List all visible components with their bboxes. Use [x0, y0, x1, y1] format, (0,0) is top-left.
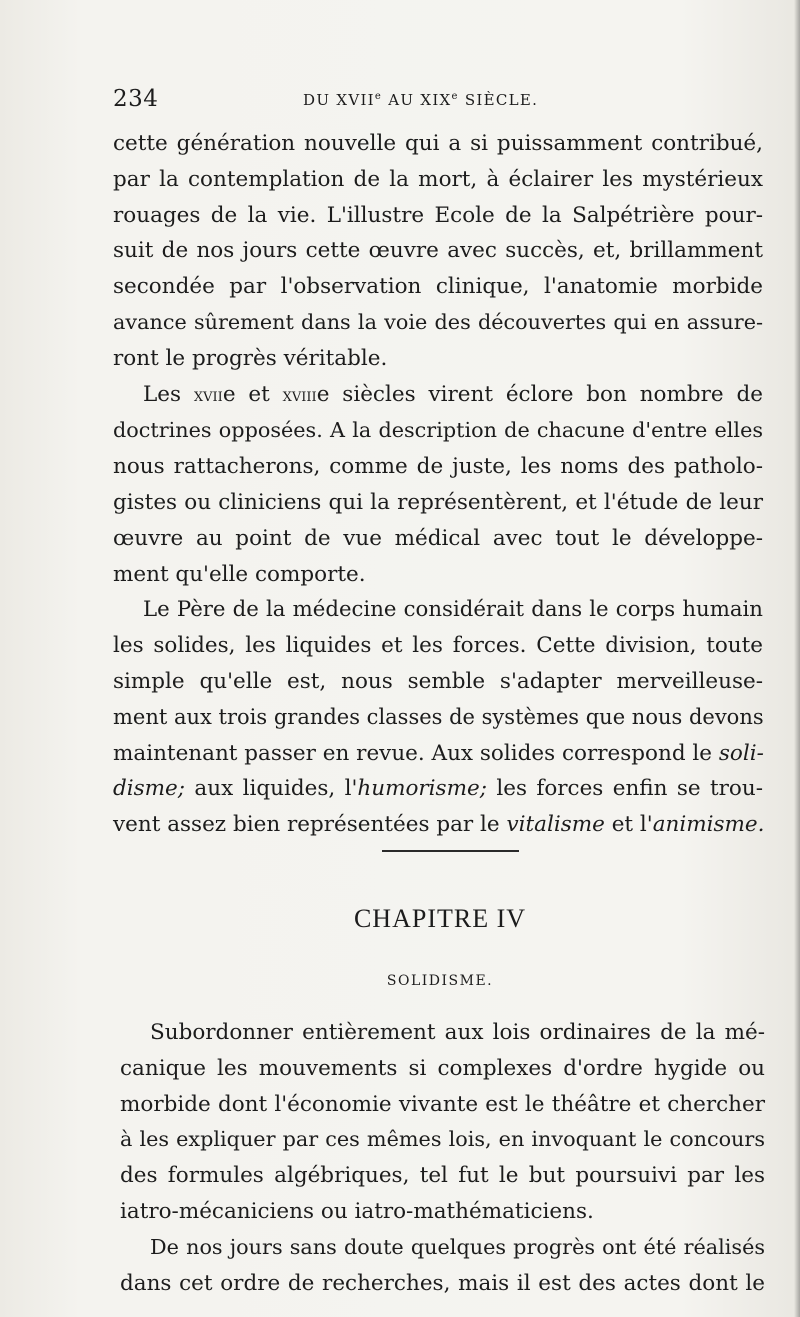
text-line: gistes ou cliniciens qui la représentèrent, et l'étude de leur: [113, 489, 763, 515]
text-line: les solides, les liquides et les forces. Cette division, toute: [113, 633, 763, 659]
text-line: morbide dont l'économie vivante est le théâtre et chercher: [120, 1091, 765, 1117]
text-line: secondée par l'observation clinique, l'anatomie morbide: [113, 274, 763, 300]
body-text-bottom: [120, 1015, 765, 1301]
text-line: iatro-mécaniciens ou iatro-mathématiciens.: [120, 1198, 594, 1224]
chapter-title: CHAPITRE IV: [353, 904, 527, 933]
text-line: rouages de la vie. L'illustre Ecole de la Salpétrière pour-: [113, 202, 763, 228]
section-divider: [382, 850, 519, 852]
text-line: par la contemplation de la mort, à éclairer les mystérieux: [113, 166, 763, 192]
chapter-subtitle: SOLIDISME.: [386, 973, 494, 989]
text-line: maintenant passer en revue. Aux solides correspond le soli-: [113, 740, 764, 766]
text-line: nous rattacherons, comme de juste, les noms des patholo-: [113, 454, 763, 480]
paragraph-5: [120, 1230, 765, 1302]
text-line: simple qu'elle est, nous semble s'adapter merveilleuse-: [113, 668, 763, 694]
text-line: De nos jours sans doute quelques progrès ont été réalisés: [150, 1234, 765, 1259]
text-line: suit de nos jours cette œuvre avec succès, et, brillamment: [113, 238, 763, 264]
text-line: Subordonner entièrement aux lois ordinaires de la mé-: [150, 1020, 765, 1045]
running-head: DU XVIIe AU XIXe SIÈCLE.: [303, 91, 539, 109]
text-line: avance sûrement dans la voie des découvertes qui en assure-: [113, 309, 763, 334]
body-text-top: [113, 126, 763, 843]
paragraph-1: [113, 126, 763, 377]
text-line: vent assez bien représentées par le vitalisme et l'animisme.: [113, 812, 765, 838]
paragraph-2: [113, 377, 763, 593]
text-line: œuvre au point de vue médical avec tout le développe-: [113, 525, 763, 551]
text-line: ment qu'elle comporte.: [113, 561, 366, 587]
text-line: canique les mouvements si complexes d'ordre hygide ou: [120, 1055, 765, 1081]
page-number: 234: [113, 86, 159, 112]
text-line: Le Père de la médecine considérait dans le corps humain: [143, 597, 763, 623]
text-line: ront le progrès véritable.: [113, 345, 388, 371]
page-header: [113, 86, 583, 116]
text-line: des formules algébriques, tel fut le but poursuivi par les: [120, 1163, 765, 1189]
paragraph-4: [120, 1015, 765, 1230]
text-line: Les xviie et xviiie siècles virent éclore bon nombre de: [143, 381, 763, 407]
text-line: cette génération nouvelle qui a si puissamment contribué,: [113, 131, 763, 156]
page-edge-shadow: [794, 0, 800, 1317]
text-line: ment aux trois grandes classes de systèmes que nous devons: [113, 704, 764, 729]
text-line: doctrines opposées. A la description de chacune d'entre elles: [113, 418, 763, 443]
text-line: disme; aux liquides, l'humorisme; les forces enfin se trou-: [113, 776, 763, 802]
paragraph-3: [113, 592, 763, 843]
text-line: à les expliquer par ces mêmes lois, en invoquant le concours: [120, 1127, 765, 1152]
text-line: dans cet ordre de recherches, mais il est des actes dont le: [120, 1270, 765, 1296]
